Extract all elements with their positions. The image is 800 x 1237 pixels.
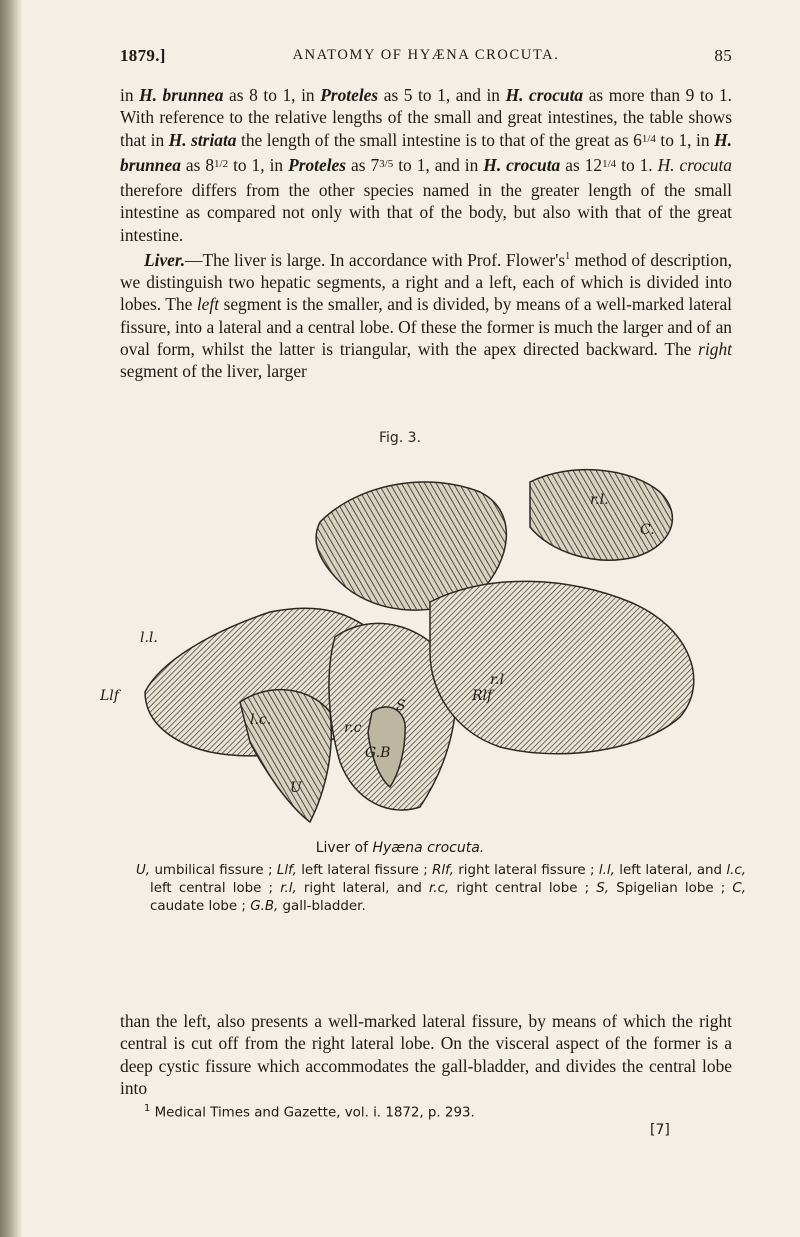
footnote: $^1$ Medical Times and Gazette, vol. i. 1872, p. 293. <box>144 1103 475 1121</box>
label-gb: G.B <box>365 745 391 761</box>
liver-illustration <box>100 462 750 832</box>
right-lateral-lobe <box>430 581 694 753</box>
footnote-ref: 1 <box>565 251 571 263</box>
label-lc: l.c. <box>250 712 272 728</box>
label-rc: r.c <box>344 720 362 736</box>
label-llf: Llf <box>100 688 119 704</box>
liver-heading: Liver. <box>144 249 186 270</box>
book-binding-shadow <box>0 0 22 1237</box>
label-u: U <box>290 780 302 796</box>
label-s: S <box>396 698 406 714</box>
footnote-mark: 1 <box>144 1103 151 1114</box>
figure-caption: U, umbilical fissure ; Llf, left lateral fissure ; Rlf, right lateral fissure ; l.l, left lateral, and l.c, left central lobe ; r.l, right lateral, and r.c, right central lobe ; S, Spigelian lobe ; C, caudate lobe ; G.B, gall-bladder. <box>136 863 747 914</box>
figure-caption-title: Liver of Hyæna crocuta. <box>315 840 485 856</box>
signature-mark: [7] <box>650 1122 670 1138</box>
label-rlf: Rlf <box>472 688 493 704</box>
label-ll: l.l. <box>140 630 158 646</box>
body-paragraph-2: than the left, also presents a well-marked lateral fissure, by means of which the right central is cut off from the right lateral lobe. On the visceral aspect of the former is a deep cystic fissure which accommodates the gall-bladder, and divides the central lobe into <box>120 1011 732 1098</box>
spigelian-lobe <box>530 470 672 560</box>
body-paragraph-1: in H. brunnea as 8 to 1, in Proteles as 5 to 1, and in H. crocuta as more than 9 to 1. With reference to the relative lengths of the small and great intestines, the table shows that in H. striata the length of the small intestine is to that of the great as $6^{1/4}$ to 1, in H. brunnea as $8^{1/2}$ to 1, in Proteles as $7^{3/5}$ to 1, and in H. crocuta as $12^{1/4}$ to 1. H. crocuta therefore differs from the other species named in the greater length of the small intestine as compared not only with that of the body, but also with that of the great intestine. Liver.—The liver is large. In accordance with Prof. $Flower's^1$ method of description, we distinguish two hepatic segments, a right and a left, each of which is divided into lobes. The left segment is the smaller, and is divided, by means of a well-marked lateral fissure, into a lateral and a central lobe. Of these the former is much the larger and of an oval form, whilst the latter is triangular, with the apex directed backward. The right segment of the liver, larger <box>120 85 733 382</box>
label-rl-top: r.l. <box>590 492 609 508</box>
page-number: 85 <box>714 46 732 65</box>
header-title: ANATOMY OF HYÆNA CROCUTA. <box>292 47 560 63</box>
header-year: 1879.] <box>120 46 166 65</box>
label-rl-mid: r.l <box>490 672 505 688</box>
running-header <box>120 46 732 72</box>
figure-label: Fig. 3. <box>378 430 422 446</box>
label-c: C. <box>640 522 655 538</box>
